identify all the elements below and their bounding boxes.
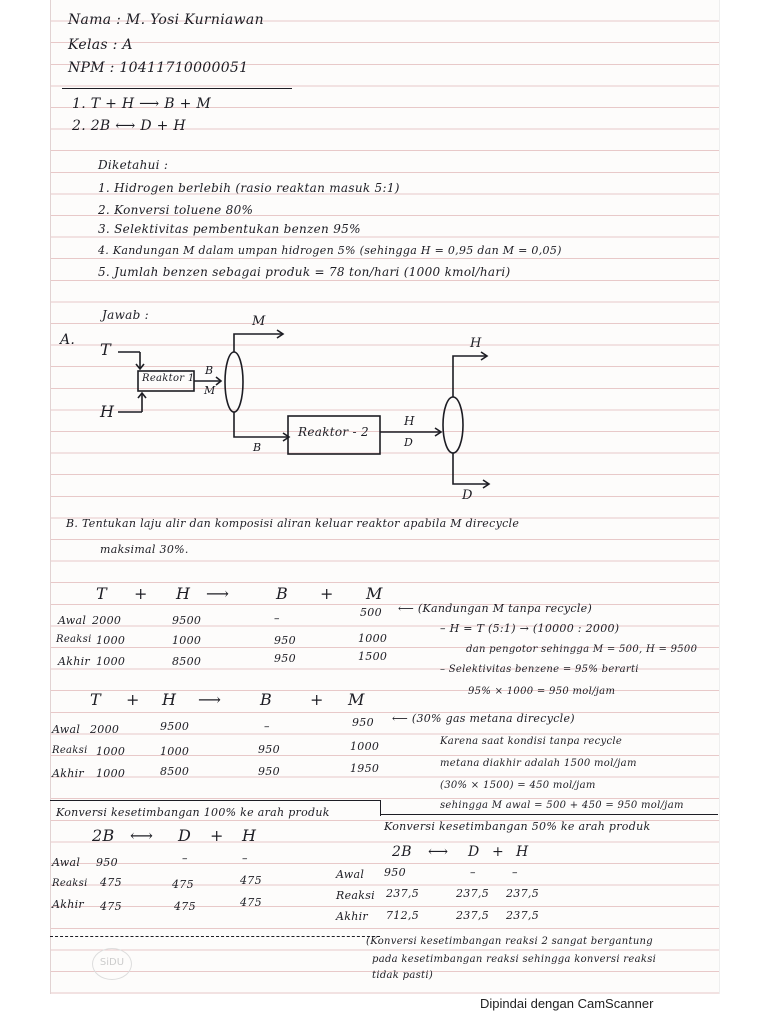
cell-D: 475 (174, 900, 196, 913)
species-B: B (276, 584, 289, 603)
given-item: 1. Hidrogen berlebih (rasio reaktan masuk 5:1) (98, 181, 400, 195)
cell-M: 1950 (350, 762, 380, 775)
cell-B: 950 (258, 765, 280, 778)
plus-sign: + (320, 584, 334, 603)
row-label: Awal (52, 856, 81, 869)
faded-stamp-logo (92, 948, 132, 980)
cell-B: 950 (274, 634, 296, 647)
reaction-1: 1. T + H ⟶ B + M (72, 96, 212, 112)
note: metana diakhir adalah 1500 mol/jam (440, 758, 637, 769)
stream-H-label: H (100, 402, 115, 421)
note: (30% × 1500) = 450 mol/jam (440, 780, 596, 791)
scanner-watermark: Dipindai dengan CamScanner (480, 996, 654, 1011)
plus-sign: + (310, 690, 324, 709)
part-b-question: B. Tentukan laju alir dan komposisi aliran keluar reaktor apabila M direcycle (66, 517, 520, 530)
cell-B: 950 (384, 866, 406, 879)
cell-H: – (242, 852, 248, 865)
stream-T-label: T (100, 340, 111, 359)
given-item: 4. Kandungan M dalam umpan hidrogen 5% (sehingga H = 0,95 dan M = 0,05) (98, 244, 562, 257)
cell-B: – (274, 612, 280, 625)
cell-B: 475 (100, 876, 122, 889)
row-label: Awal (58, 614, 87, 627)
species-H: H (176, 584, 191, 603)
given-item: 3. Selektivitas pembentukan benzen 95% (98, 222, 361, 236)
species-T: T (96, 584, 107, 603)
given-title: Diketahui : (98, 158, 169, 172)
cell-H: 1000 (160, 745, 190, 758)
row-label: Reaksi (56, 634, 92, 645)
cell-D: 475 (172, 878, 194, 891)
separator-1-top-stream (234, 334, 282, 352)
cell-M: 1500 (358, 650, 388, 663)
stream-D-r2-label: D (404, 436, 414, 449)
part-a-label: A. (60, 332, 76, 348)
cell-D: – (470, 866, 476, 879)
cell-B: 712,5 (386, 909, 419, 922)
species-2B: 2B (392, 844, 412, 860)
note: ⟵ (30% gas metana direcycle) (392, 712, 575, 725)
cell-T: 1000 (96, 767, 126, 780)
species-T: T (90, 690, 101, 709)
section-divider (380, 814, 718, 815)
conclusion-line: pada kesetimbangan reaksi sehingga konversi reaksi (372, 954, 657, 965)
table-3-bottom-divider (50, 936, 380, 937)
cell-B: 475 (100, 900, 122, 913)
note: dan pengotor sehingga M = 500, H = 9500 (466, 644, 698, 655)
given-item: 2. Konversi toluene 80% (98, 203, 254, 217)
cell-H: 237,5 (506, 909, 539, 922)
cell-H: 237,5 (506, 887, 539, 900)
row-label: Akhir (336, 910, 368, 923)
note: Karena saat kondisi tanpa recycle (440, 736, 623, 747)
row-label: Awal (336, 868, 365, 881)
section-divider-vertical (380, 800, 381, 816)
row-label: Awal (52, 723, 81, 736)
reactor-2-label: Reaktor - 2 (298, 425, 369, 439)
note: ⟵ (Kandungan M tanpa recycle) (398, 602, 593, 615)
stream-D-bottom-label: D (462, 488, 473, 503)
stream-M-top-label: M (252, 314, 266, 329)
stamp-text: SiDU (99, 957, 125, 968)
cell-M: 1000 (358, 632, 388, 645)
species-H: H (516, 844, 529, 860)
stream-H-top-label: H (470, 336, 482, 351)
cell-B: 950 (258, 743, 280, 756)
name-line: Nama : M. Yosi Kurniawan (68, 12, 264, 28)
plus-sign: + (492, 844, 505, 860)
row-label: Akhir (52, 898, 84, 911)
cell-T: 2000 (90, 723, 120, 736)
plus-sign: + (126, 690, 140, 709)
stream-B-label: B (205, 364, 214, 377)
note: – H = T (5:1) → (10000 : 2000) (440, 622, 620, 635)
reaction-arrow: ⟶ (198, 690, 222, 709)
separator-1-bottom-stream (234, 412, 288, 437)
note: 95% × 1000 = 950 mol/jam (468, 686, 616, 697)
cell-B: – (264, 720, 270, 733)
separator-2-bottom-stream (453, 453, 488, 484)
part-b-question-cont: maksimal 30%. (100, 543, 189, 556)
species-B: B (260, 690, 273, 709)
species-H: H (242, 826, 257, 845)
section-divider (50, 800, 380, 801)
species-M: M (348, 690, 365, 709)
plus-sign: + (210, 826, 224, 845)
reactor-1-label: Reaktor 1 (142, 373, 195, 384)
stream-B-bottom-label: B (253, 441, 262, 454)
conclusion-line: tidak pasti) (372, 970, 434, 981)
species-2B: 2B (92, 826, 115, 845)
separator-2-top-stream (453, 356, 486, 397)
answer-title: Jawab : (102, 308, 150, 322)
cell-H: 9500 (160, 720, 190, 733)
cell-M: 1000 (350, 740, 380, 753)
cell-B: 237,5 (386, 887, 419, 900)
plus-sign: + (134, 584, 148, 603)
class-line: Kelas : A (68, 37, 133, 53)
row-label: Reaksi (336, 889, 375, 902)
cell-H: 8500 (160, 765, 190, 778)
species-D: D (178, 826, 192, 845)
species-D: D (468, 844, 480, 860)
row-label: Reaksi (52, 745, 88, 756)
cell-H: 475 (240, 874, 262, 887)
cell-M: 950 (352, 716, 374, 729)
separator-2 (443, 397, 463, 453)
table-title: Konversi kesetimbangan 50% ke arah produk (384, 820, 651, 833)
equilibrium-arrow: ⟷ (428, 844, 449, 860)
cell-H: 475 (240, 896, 262, 909)
note: – Selektivitas benzene = 95% berarti (440, 664, 639, 675)
cell-D: 237,5 (456, 887, 489, 900)
note: sehingga M awal = 500 + 450 = 950 mol/jam (440, 800, 684, 811)
separator-1 (225, 352, 243, 412)
cell-B: 950 (96, 856, 118, 869)
stream-M-label: M (204, 384, 216, 397)
npm-line: NPM : 10411710000051 (68, 60, 249, 76)
cell-T: 2000 (92, 614, 122, 627)
table-title: Konversi kesetimbangan 100% ke arah produk (56, 806, 330, 819)
stream-H-r2-label: H (404, 414, 415, 428)
cell-M: 500 (360, 606, 382, 619)
cell-H: 9500 (172, 614, 202, 627)
species-H: H (162, 690, 177, 709)
cell-D: 237,5 (456, 909, 489, 922)
conclusion-line: (Konversi kesetimbangan reaksi 2 sangat bergantung (366, 936, 654, 947)
cell-B: 950 (274, 652, 296, 665)
cell-D: – (182, 852, 188, 865)
species-M: M (366, 584, 383, 603)
cell-T: 1000 (96, 745, 126, 758)
reaction-arrow: ⟶ (206, 584, 230, 603)
cell-H: 1000 (172, 634, 202, 647)
equilibrium-arrow: ⟷ (130, 826, 154, 845)
row-label: Akhir (52, 767, 84, 780)
cell-T: 1000 (96, 634, 126, 647)
row-label: Reaksi (52, 878, 88, 889)
cell-H: – (512, 866, 518, 879)
cell-H: 8500 (172, 655, 202, 668)
reaction-2: 2. 2B ⟷ D + H (72, 118, 186, 134)
given-item: 5. Jumlah benzen sebagai produk = 78 ton/hari (1000 kmol/hari) (98, 265, 511, 279)
row-label: Akhir (58, 655, 90, 668)
cell-T: 1000 (96, 655, 126, 668)
